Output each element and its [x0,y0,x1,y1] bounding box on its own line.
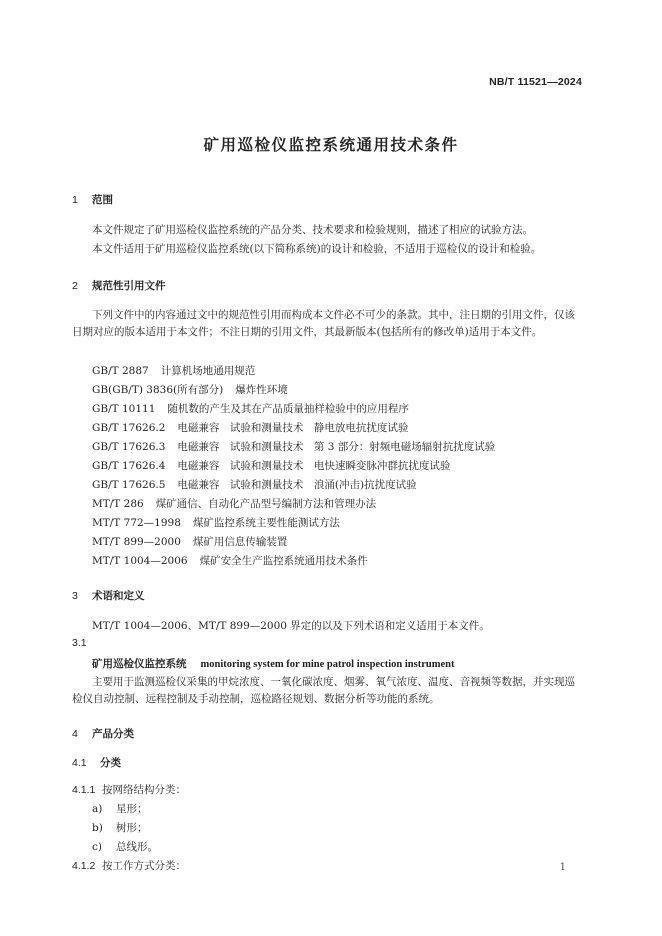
clause-text: 按网络结构分类： [102,784,186,796]
reference-item [92,458,450,473]
reference-item [92,477,417,492]
list-text: 树形； [116,822,148,834]
list-marker: c) [92,841,102,853]
clause-number: 4.1.1 [72,784,96,796]
reference-name: 计算机场地通用规范 [160,365,256,377]
clause-text: 按工作方式分类： [102,860,186,872]
reference-name: 电磁兼容 试验和测量技术 浪涌(冲击)抗扰度试验 [177,479,417,491]
reference-code: MT/T 286 [92,498,144,510]
reference-item [92,496,376,511]
subsection-title: 分类 [100,757,121,769]
section-1-heading [72,192,113,207]
reference-name: 煤矿通信、自动化产品型号编制方法和管理办法 [155,498,377,510]
reference-code: GB/T 10111 [92,403,156,415]
reference-code: GB/T 17626.4 [92,460,166,472]
clause-4-1-2 [72,858,186,873]
section-number: 1 [72,194,78,206]
reference-name: 电磁兼容 试验和测量技术 电快速瞬变脉冲群抗扰度试验 [177,460,451,472]
term-entry [92,656,454,671]
reference-item [92,363,255,378]
reference-code: GB/T 17626.2 [92,422,166,434]
reference-name: 煤矿监控系统主要性能测试方法 [192,517,340,529]
reference-code: MT/T 899—2000 [92,536,181,548]
document-code: NB/T 11521—2024 [489,76,582,88]
section-3-heading [72,588,145,603]
reference-code: MT/T 772—1998 [92,517,181,529]
clause-4-1-1 [72,782,186,797]
list-item [92,820,148,835]
reference-item [92,515,340,530]
reference-code: MT/T 1004—2006 [92,555,188,567]
reference-name: 电磁兼容 试验和测量技术 第 3 部分：射频电磁场辐射抗扰度试验 [177,441,496,453]
reference-name: 煤矿安全生产监控系统通用技术条件 [199,555,368,567]
list-item [92,839,158,854]
section-title: 产品分类 [92,728,134,740]
reference-code: GB/T 17626.3 [92,441,166,453]
page-number: 1 [559,862,566,873]
section-4-heading [72,726,134,741]
term-english: monitoring system for mine patrol inspection instrument [200,659,455,670]
subsection-4-1-heading [72,755,121,770]
scope-paragraph-2: 本文件适用于矿用巡检仪监控系统(以下简称系统)的设计和检验，不适用于巡检仪的设计和检验。 [92,243,542,255]
clause-number: 4.1.2 [72,860,96,872]
term-number: 3.1 [72,637,87,649]
section-title: 规范性引用文件 [92,280,166,292]
term-definition: 主要用于监测巡检仪采集的甲烷浓度、一氧化碳浓度、烟雾、氧气浓度、温度、音视频等数据，并实现巡检仪自动控制、远程控制及手动控制，巡检路径规划、数据分析等功能的系统。 [72,676,575,705]
document-title: 矿用巡检仪监控系统通用技术条件 [203,136,459,154]
reference-item [92,401,409,416]
reference-code: GB/T 17626.5 [92,479,166,491]
reference-item [92,382,288,397]
section-number: 2 [72,280,78,292]
list-marker: b) [92,822,103,834]
section-number: 3 [72,590,78,602]
subsection-number: 4.1 [72,757,87,769]
reference-code: GB/T 2887 [92,365,149,377]
reference-name: 随机数的产生及其在产品质量抽样检验中的应用程序 [167,403,409,415]
term-chinese: 矿用巡检仪监控系统 [92,658,187,670]
list-marker: a) [92,803,103,815]
reference-item [92,534,287,549]
references-intro: 下列文件中的内容通过文中的规范性引用而构成本文件必不可少的条款。其中，注日期的引用文件，仅该日期对应的版本适用于本文件；不注日期的引用文件，其最新版本(包括所有的修改单)适用于本文件。 [72,309,575,338]
section-title: 范围 [92,194,113,206]
reference-item [92,420,408,435]
scope-paragraph-1: 本文件规定了矿用巡检仪监控系统的产品分类、技术要求和检验规则，描述了相应的试验方法。 [92,224,533,236]
reference-code: GB(GB/T) 3836(所有部分) [92,384,224,396]
list-text: 总线形。 [116,841,158,853]
reference-item [92,553,368,568]
section-title: 术语和定义 [92,590,145,602]
reference-name: 电磁兼容 试验和测量技术 静电放电抗扰度试验 [177,422,409,434]
section-number: 4 [72,728,78,740]
section-2-heading [72,278,166,293]
reference-name: 煤矿用信息传输装置 [192,536,288,548]
reference-name: 爆炸性环境 [235,384,288,396]
list-item [92,801,148,816]
reference-item [92,439,495,454]
terms-intro: MT/T 1004—2006、MT/T 899—2000 界定的以及下列术语和定义适用于本文件。 [92,620,490,632]
list-text: 星形； [116,803,148,815]
